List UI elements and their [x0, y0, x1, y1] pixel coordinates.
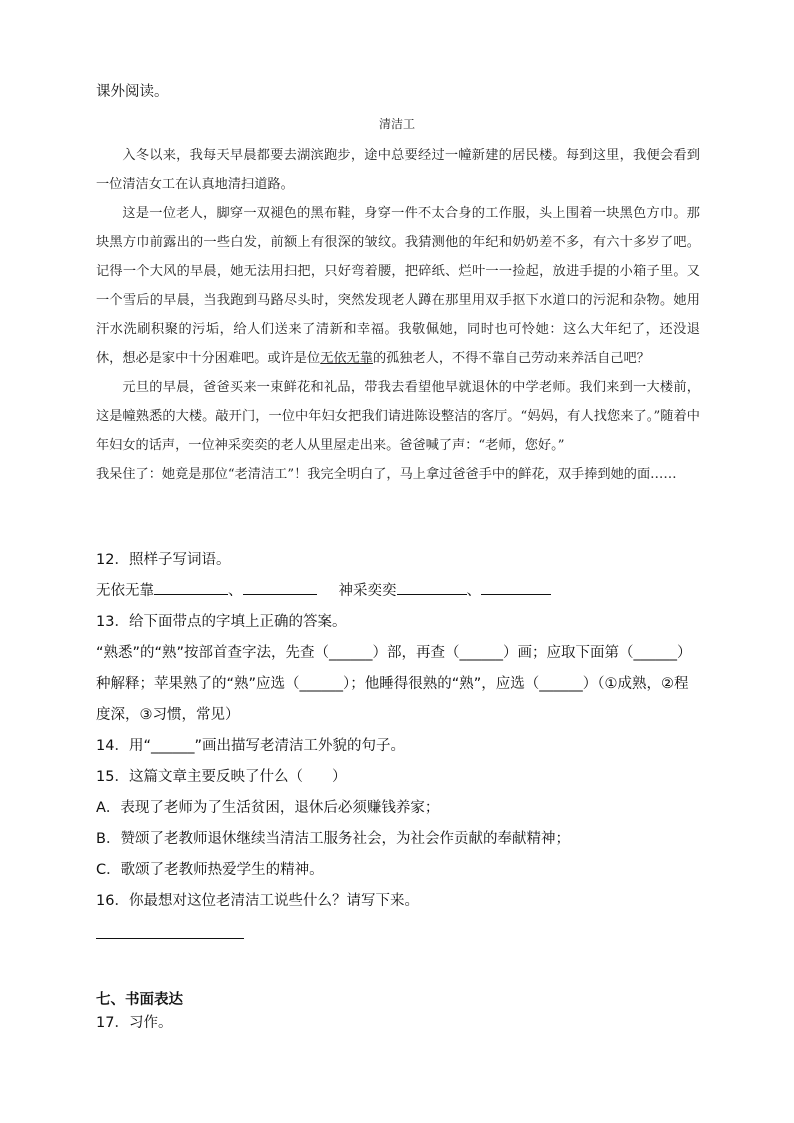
story-paragraph-2-text: 这是一位老人，脚穿一双褪色的黑布鞋，身穿一件不太合身的工作服，头上围着一块黑色方巾。那块黑方巾前露出的一些白发，前额上有很深的皱纹。我猜测他的年纪和奶奶差不多，有六十多岁了吧。记得一个大风的早晨，她无法用扫把，只好弯着腰，把碎纸、烂叶一一捡起，放进手提的小箱子里。又一个雪后的早晨，当我跑到马路尽头时，突然发现老人蹲在那里用双手抠下水道口的污泥和杂物。她用汗水洗刷积聚的污垢，给人们送来了清新和幸福。我敬佩她，同时也可怜她：这么大年纪了，还没退休，想必是家中十分困难吧。或许是位 [96, 206, 700, 366]
question-14-stem: 14．用“______”画出描写老清洁工外貌的句子。 [96, 738, 405, 754]
question-12 [96, 545, 706, 607]
question-15-stem: 15．这篇文章主要反映了什么（ ） [96, 769, 347, 785]
question-13-stem: 13．给下面带点的字填上正确的答案。 [96, 614, 347, 630]
option-a[interactable]: A．表现了老师为了生活贫困，退休后必须赚钱养家； [96, 800, 440, 816]
section-7 [96, 985, 706, 1039]
story-body [96, 141, 700, 489]
question-13-line-2: 种解释；苹果熟了的“熟”应选（______）；他睡得很熟的“熟”，应选（______）（①成熟，②程 [96, 676, 689, 692]
section-7-title: 七、书面表达 [96, 992, 183, 1008]
question-12-answers [96, 576, 706, 607]
question-12-stem: 12．照样子写词语。 [96, 552, 231, 568]
answer-line-16[interactable] [96, 938, 244, 939]
separator: 、 [466, 583, 481, 599]
answer-blank-12-4[interactable] [481, 580, 551, 595]
story-paragraph-3-tail: 我呆住了：她竟是那位“老清洁工”！我完全明白了，马上拿过爸爸手中的鲜花，双手捧到她的面…… [96, 467, 677, 482]
question-13-line-1: “熟悉”的“熟”按部首查字法，先查（______）部，再查（______）画；应取下面第（______） [96, 645, 692, 661]
question-14 [96, 731, 706, 762]
question-17-stem: 17．习作。 [96, 1015, 173, 1031]
underlined-phrase: 无依无靠 [320, 351, 373, 366]
example-word-1: 无依无靠 [96, 583, 154, 599]
question-13 [96, 607, 706, 731]
option-b[interactable]: B．赞颂了老教师退休继续当清洁工服务社会，为社会作贡献的奉献精神； [96, 831, 570, 847]
example-word-2: 神采奕奕 [338, 583, 397, 599]
question-15 [96, 762, 706, 886]
reading-heading: 课外阅读。 [96, 84, 169, 100]
option-c[interactable]: C．歌颂了老教师热爱学生的精神。 [96, 862, 324, 878]
story-paragraph-2 [96, 199, 700, 373]
story-paragraph-2-tail: 的孤独老人，不得不靠自己劳动来养活自己吧？ [372, 351, 650, 366]
answer-blank-12-2[interactable] [243, 580, 317, 595]
answer-blank-12-3[interactable] [397, 580, 467, 595]
story-paragraph-3: 元旦的早晨，爸爸买来一束鲜花和礼品，带我去看望他早就退休的中学老师。我们来到一大楼前，这是幢熟悉的大楼。敲开门，一位中年妇女把我们请进陈设整洁的客厅。“妈妈，有人找您来了。”随着中年妇女的话声，一位神采奕奕的老人从里屋走出来。爸爸喊了声：“老师，您好。” [96, 380, 700, 453]
question-13-line-3: 度深，③习惯，常见） [96, 707, 240, 723]
answer-blank-12-1[interactable] [154, 580, 228, 595]
question-16-stem: 16．你最想对这位老清洁工说些什么？请写下来。 [96, 893, 419, 909]
question-16 [96, 886, 706, 917]
story-paragraph-1: 入冬以来，我每天早晨都要去湖滨跑步，途中总要经过一幢新建的居民楼。每到这里，我便会看到一位清洁女工在认真地清扫道路。 [96, 148, 700, 192]
separator: 、 [228, 583, 243, 599]
story-title: 清洁工 [378, 117, 415, 131]
